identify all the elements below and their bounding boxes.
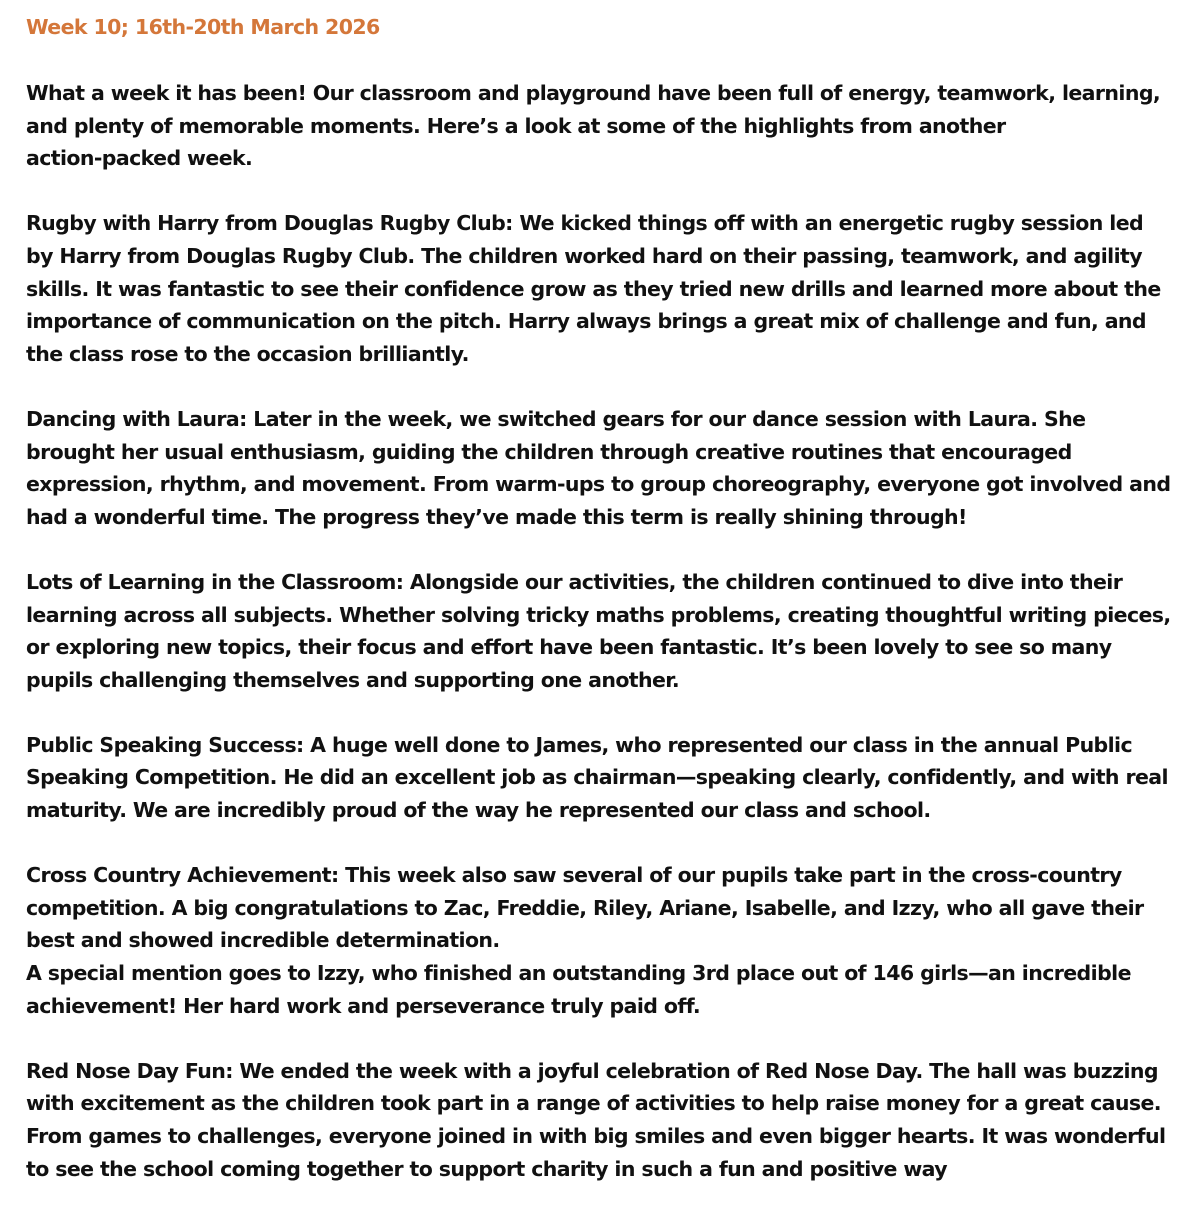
page-title: Week 10; 16th-20th March 2026: [26, 15, 380, 39]
intro-line-3: action-packed week.: [26, 146, 253, 171]
red-nose-day-paragraph: Red Nose Day Fun: We ended the week with a joyful celebration of Red Nose Day. The hall was buzzing with excitement as the children took part in a range of activities to help raise money for a great cause. From games to challenges, everyone joined in with big smiles and even bigger hearts. It was wonderful to see the school coming together to support charity in such a fun and positive way: [26, 1058, 1166, 1181]
cross-country-special-mention: A special mention goes to Izzy, who finished an outstanding 3rd place out of 146 girls—an incredible achievement! Her hard work and perseverance truly paid off.: [26, 961, 1131, 1018]
newsletter-page: [26, 10, 1176, 1218]
intro-paragraph: [26, 77, 1176, 175]
public-speaking-paragraph: Public Speaking Success: A huge well done to James, who represented our class in the annual Public Speaking Competition. He did an excellent job as chairman—speaking clearly, confidently, and with real maturity. We are incredibly proud of the way he represented our class and school.: [26, 732, 1168, 823]
intro-line-1: What a week it has been! Our classroom and playground have been full of energy, teamwork, learning,: [26, 81, 1161, 105]
learning-paragraph: Lots of Learning in the Classroom: Alongside our activities, the children continued to dive into their learning across all subjects. Whether solving tricky maths problems, creating thoughtful writing pieces, or exploring new topics, their focus and effort have been fantastic. It’s been lovely to see so many pupils challenging themselves and supporting one another.: [26, 569, 1171, 692]
dancing-paragraph: Dancing with Laura: Later in the week, we switched gears for our dance session with Laura. She brought her usual enthusiasm, guiding the children through creative routines that encouraged expression, rhythm, and movement. From warm-ups to group choreography, everyone got involved and had a wonderful time. The progress they’ve made this term is really shining through!: [26, 406, 1171, 529]
rugby-paragraph: Rugby with Harry from Douglas Rugby Club: We kicked things off with an energetic rugby session led by Harry from Douglas Rugby Club. The children worked hard on their passing, teamwork, and agility skills. It was fantastic to see their confidence grow as they tried new drills and learned more about the importance of communication on the pitch. Harry always brings a great mix of challenge and fun, and the class rose to the occasion brilliantly.: [26, 211, 1161, 366]
cross-country-paragraph: Cross Country Achievement: This week also saw several of our pupils take part in the cross-country competition. A big congratulations to Zac, Freddie, Riley, Ariane, Isabelle, and Izzy, who all gave their best and showed incredible determination.: [26, 863, 1144, 953]
intro-line-2: and plenty of memorable moments. Here’s a look at some of the highlights from another: [26, 113, 1006, 138]
